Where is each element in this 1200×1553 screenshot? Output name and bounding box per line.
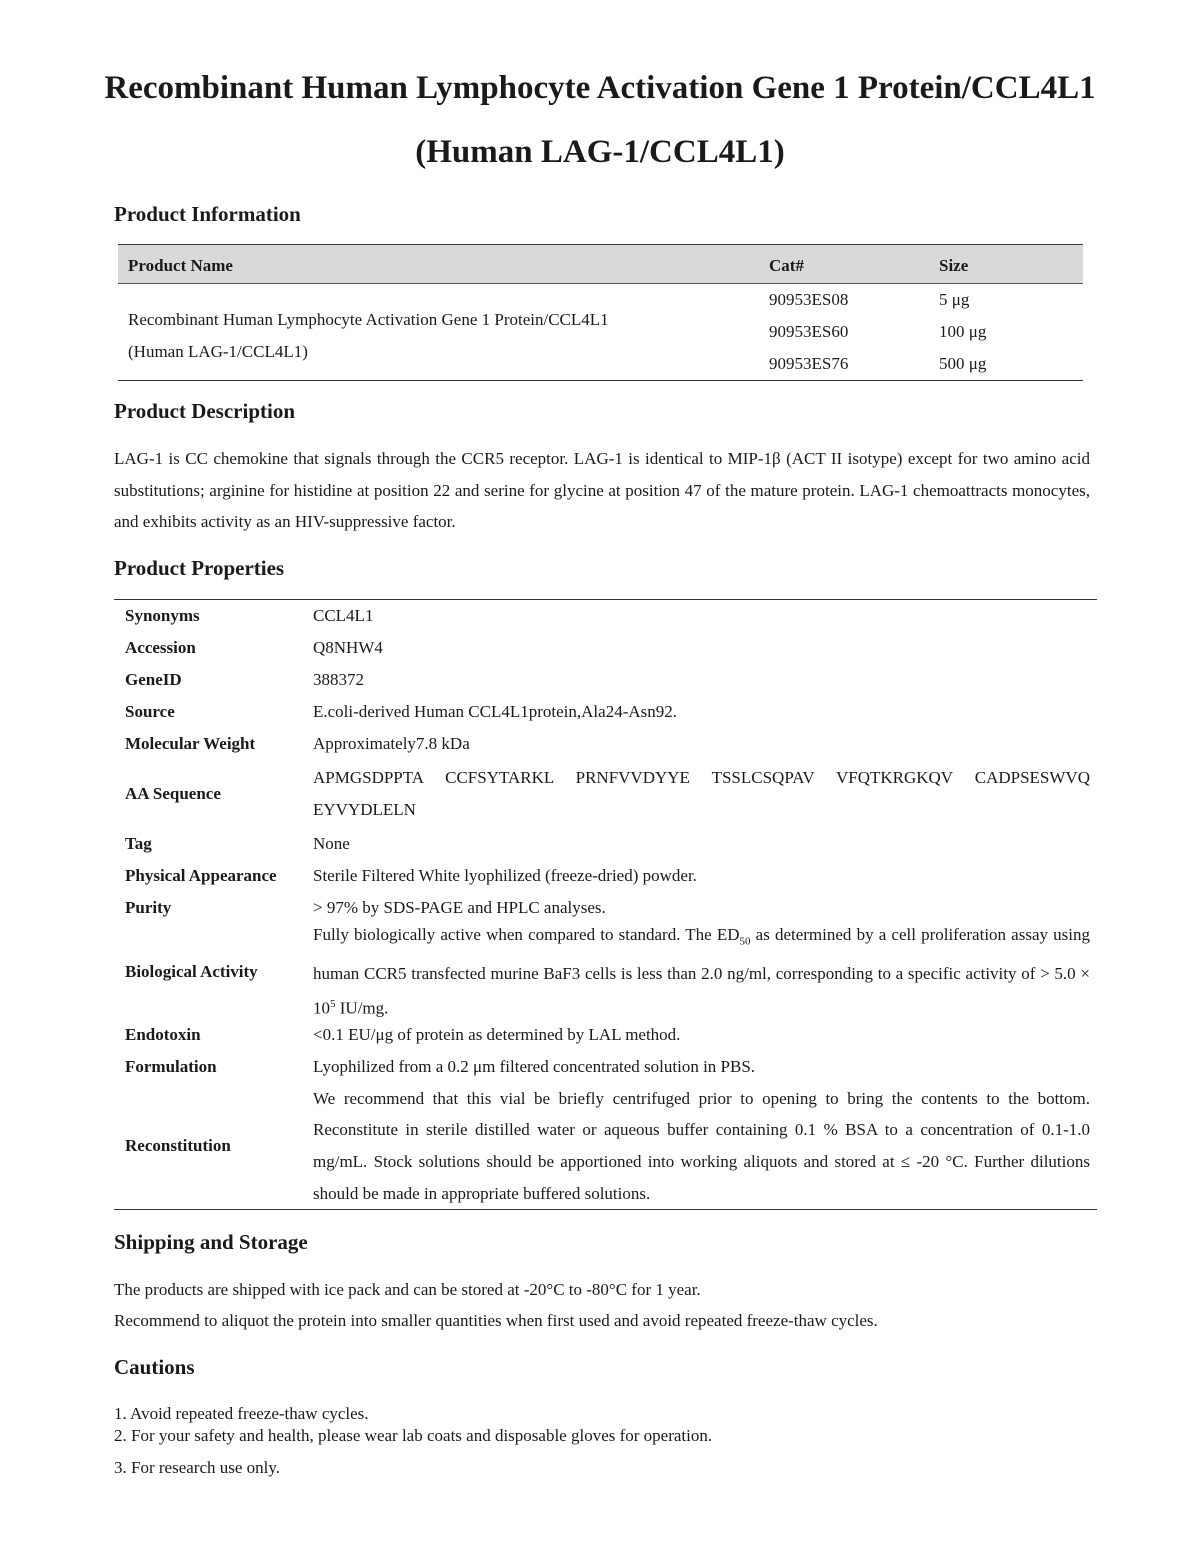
property-label: AA Sequence — [125, 784, 221, 803]
activity-text: IU/mg. — [335, 998, 389, 1018]
size-value: 500 μg — [939, 354, 987, 373]
size-value: 100 μg — [939, 322, 987, 341]
document-title-line-1: Recombinant Human Lymphocyte Activation Gene 1 Protein/CCL4L1 — [104, 70, 1096, 106]
property-label: Physical Appearance — [125, 866, 277, 885]
document-title-line-2: (Human LAG-1/CCL4L1) — [415, 134, 785, 170]
activity-subscript: 50 — [739, 934, 751, 947]
property-row-synonyms — [114, 600, 1097, 632]
product-description-heading: Product Description — [114, 399, 296, 423]
size-value: 5 μg — [939, 290, 970, 309]
column-header-size: Size — [939, 256, 969, 275]
property-label: Endotoxin — [125, 1025, 201, 1044]
property-row-accession — [114, 632, 1097, 664]
cat-number: 90953ES60 — [769, 322, 849, 341]
property-row-source — [114, 696, 1097, 728]
caution-item: 1. Avoid repeated freeze-thaw cycles. — [114, 1404, 369, 1423]
product-information-body — [118, 284, 1083, 381]
property-value: CCL4L1 — [313, 606, 374, 626]
cat-number: 90953ES08 — [769, 290, 849, 309]
property-row-physical-appearance — [114, 860, 1097, 892]
property-label: Tag — [125, 834, 152, 853]
property-label: Formulation — [125, 1057, 217, 1076]
product-name-line-1: Recombinant Human Lymphocyte Activation Gene 1 Protein/CCL4L1 — [128, 310, 609, 329]
product-information-table — [118, 244, 1083, 381]
product-information-heading: Product Information — [114, 202, 301, 226]
shipping-storage-line-2: Recommend to aliquot the protein into smaller quantities when first used and avoid repeated freeze-thaw cycles. — [114, 1311, 878, 1330]
property-value: None — [313, 834, 350, 854]
property-label: Reconstitution — [125, 1136, 231, 1155]
property-value — [313, 919, 1090, 1025]
property-row-aa-sequence — [114, 760, 1097, 828]
property-value: Approximately7.8 kDa — [313, 734, 470, 754]
property-label: Biological Activity — [125, 961, 258, 981]
shipping-storage-line-1: The products are shipped with ice pack and can be stored at -20°C to -80°C for 1 year. — [114, 1280, 701, 1299]
property-row-biological-activity — [114, 924, 1097, 1019]
property-label: Synonyms — [125, 606, 200, 625]
product-description-text: LAG-1 is CC chemokine that signals through the CCR5 receptor. LAG-1 is identical to MIP-1β (ACT II isotype) except for two amino acid substitutions; arginine for histidine at position 22 and serine for glycine at position 47 of the mature protein. LAG-1 chemoattracts monocytes, and exhibits activity as an HIV-suppressive factor. — [114, 449, 1090, 531]
product-information-header-row — [118, 244, 1083, 284]
shipping-storage-heading: Shipping and Storage — [114, 1230, 308, 1254]
property-row-geneid — [114, 664, 1097, 696]
property-value: We recommend that this vial be briefly centrifuged prior to opening to bring the contents to the bottom. Reconstitute in sterile distilled water or aqueous buffer containing 0.1 % BSA to a concentration of 0.1-1.0 mg/mL. Stock solutions should be apportioned into working aliquots and stored at ≤ -20 °C. Further dilutions should be made in appropriate buffered solutions. — [313, 1088, 1090, 1203]
property-value: Q8NHW4 — [313, 638, 383, 658]
activity-superscript: 5 — [330, 998, 336, 1011]
property-value: Lyophilized from a 0.2 μm filtered concentrated solution in PBS. — [313, 1057, 756, 1077]
column-header-cat: Cat# — [769, 256, 804, 275]
property-row-molecular-weight — [114, 728, 1097, 760]
property-label: Source — [125, 702, 175, 721]
property-value: 388372 — [313, 670, 364, 690]
cat-number: 90953ES76 — [769, 354, 849, 373]
property-label: Accession — [125, 638, 196, 657]
property-value: <0.1 EU/μg of protein as determined by LAL method. — [313, 1025, 681, 1045]
property-row-endotoxin — [114, 1019, 1097, 1051]
property-row-tag — [114, 828, 1097, 860]
caution-item: 2. For your safety and health, please wear lab coats and disposable gloves for operation. — [114, 1426, 713, 1445]
caution-item: 3. For research use only. — [114, 1458, 281, 1477]
property-value: > 97% by SDS-PAGE and HPLC analyses. — [313, 898, 606, 918]
product-properties-heading: Product Properties — [114, 556, 285, 580]
size-cell — [939, 284, 986, 380]
property-label: Molecular Weight — [125, 734, 256, 753]
activity-text: Fully biologically active when compared to standard. The ED — [313, 924, 740, 944]
cautions-heading: Cautions — [114, 1355, 195, 1379]
product-properties-table — [114, 599, 1097, 1210]
activity-text: as determined by a cell proliferation assay using human CCR5 transfected murine BaF3 cells is less than 2.0 ng/ml, corresponding to a specific activity of > 5.0 × 10 — [313, 924, 1090, 1018]
property-value: E.coli-derived Human CCL4L1protein,Ala24-Asn92. — [313, 702, 678, 722]
property-label: Purity — [125, 898, 172, 917]
product-name-line-2: (Human LAG-1/CCL4L1) — [128, 342, 308, 361]
property-value: Sterile Filtered White lyophilized (freeze-dried) powder. — [313, 866, 697, 886]
property-row-reconstitution — [114, 1083, 1097, 1209]
column-header-product-name: Product Name — [128, 256, 233, 275]
property-row-formulation — [114, 1051, 1097, 1083]
cat-number-cell — [769, 284, 848, 380]
product-name-cell — [128, 304, 748, 368]
property-value: APMGSDPPTA CCFSYTARKL PRNFVVDYYE TSSLCSQPAV VFQTKRGKQV CADPSESWVQ EYVYDLELN — [313, 768, 1090, 819]
property-label: GeneID — [125, 670, 182, 689]
